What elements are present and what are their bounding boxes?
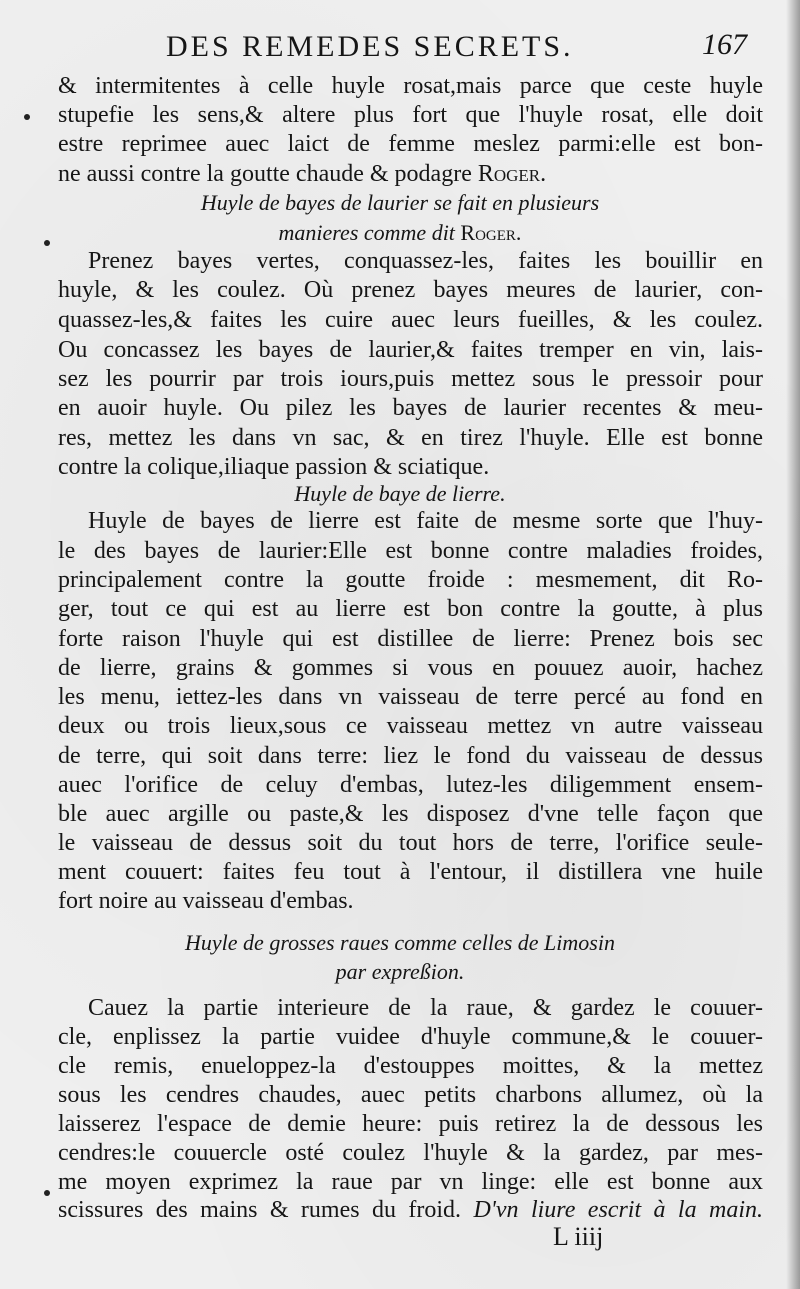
section-heading: Huyle de baye de lierre. xyxy=(294,481,506,506)
section-heading-continued xyxy=(0,220,800,246)
text-line: & intermitentes à celle huyle rosat,mais parce que ceste huyle xyxy=(58,73,763,99)
text-line: Huyle de bayes de lierre est faite de mesme sorte que l'huy- xyxy=(88,508,763,534)
text-line: Cauez la partie interieure de la raue, & gardez le couuer- xyxy=(88,995,763,1021)
text-line: Prenez bayes vertes, conquassez-les, faites les bouillir en xyxy=(88,248,763,274)
text-line: principalement contre la goutte froide : mesmement, dit Ro- xyxy=(58,567,763,593)
section-heading: Huyle de grosses raues comme celles de Limosin xyxy=(185,930,615,955)
text-line: ment couuert: faites feu tout à l'entour, il distillera vne huile xyxy=(58,859,763,885)
text-line: cendres:le couuercle osté coulez l'huyle & la gardez, par mes- xyxy=(58,1140,763,1166)
text-line: de lierre, grains & gommes si vous en pouuez auoir, hachez xyxy=(58,655,763,681)
text-line: laisserez l'espace de demie heure: puis retirez la de dessous les xyxy=(58,1111,763,1137)
text-line: cle, enplissez la partie vuidee d'huyle commune,& le couuer- xyxy=(58,1024,763,1050)
section-heading: Huyle de bayes de laurier se fait en plusieurs xyxy=(200,190,600,215)
author-name: Roger. xyxy=(460,220,522,245)
text-line: stupefie les sens,& altere plus fort que l'huyle rosat, elle doit xyxy=(58,102,763,128)
text-line: ger, tout ce qui est au lierre est bon contre la goutte, à plus xyxy=(58,596,763,622)
text-line: fort noire au vaisseau d'embas. xyxy=(58,888,354,914)
text-line: auec l'orifice de celuy d'embas, lutez-les diligemment ensem- xyxy=(58,772,763,798)
margin-dot xyxy=(44,1190,50,1196)
text-line: le vaisseau de dessus soit du tout hors de terre, l'orifice seule- xyxy=(58,830,763,856)
text-fragment: scissures des mains & rumes du froid. xyxy=(58,1197,462,1223)
text-line-with-author xyxy=(58,160,763,188)
running-head: DES REMEDES SECRETS. xyxy=(166,30,574,63)
text-line: quassez-les,& faites les cuire auec leurs fueilles, & les coulez. xyxy=(58,307,763,333)
margin-dot xyxy=(24,114,30,120)
text-line: huyle, & les coulez. Où prenez bayes meures de laurier, con- xyxy=(58,277,763,303)
text-line-with-source xyxy=(58,1196,763,1224)
text-line: sez les pourrir par trois iours,puis mettez sous le pressoir pour xyxy=(58,366,763,392)
text-line: forte raison l'huyle qui est distillee de lierre: Prenez bois sec xyxy=(58,626,763,652)
section-heading-continued: par expreßion. xyxy=(335,959,465,984)
author-name: Roger. xyxy=(477,161,547,187)
page-number: 167 xyxy=(702,28,747,61)
text-line: cle remis, enueloppez-la d'estouppes moittes, & la mettez xyxy=(58,1053,763,1079)
text-line: sous les cendres chaudes, auec petits charbons allumez, où la xyxy=(58,1082,763,1108)
text-line: ble auec argille ou paste,& les disposez d'vne telle façon que xyxy=(58,801,763,827)
signature-mark: L iiij xyxy=(553,1222,604,1251)
page-header xyxy=(0,30,800,70)
margin-dot xyxy=(44,240,50,246)
text-line: les menu, iettez-les dans vn vaisseau de terre percé au fond en xyxy=(58,684,763,710)
text-line: Ou concassez les bayes de laurier,& faites tremper en vin, lais- xyxy=(58,337,763,363)
text-line: contre la colique,iliaque passion & sciatique. xyxy=(58,454,490,480)
text-line: le des bayes de laurier:Elle est bonne contre maladies froides, xyxy=(58,538,763,564)
text-fragment: ne aussi contre la goutte chaude & podagre xyxy=(58,161,472,187)
text-line: de terre, qui soit dans terre: liez le fond du vaisseau de dessus xyxy=(58,743,763,769)
text-line: res, mettez les dans vn sac, & en tirez l'huyle. Elle est bonne xyxy=(58,425,763,451)
text-line: me moyen exprimez la raue par vn linge: elle est bonne aux xyxy=(58,1169,763,1195)
text-line: estre reprimee auec laict de femme meslez parmi:elle est bon- xyxy=(58,131,763,157)
source-note: D'vn liure escrit à la main. xyxy=(473,1197,763,1223)
heading-fragment: manieres comme dit xyxy=(278,220,455,245)
text-line: deux ou trois lieux,sous ce vaisseau mettez vn autre vaisseau xyxy=(58,713,763,739)
text-line: en auoir huyle. Ou pilez les bayes de laurier recentes & meu- xyxy=(58,395,763,421)
